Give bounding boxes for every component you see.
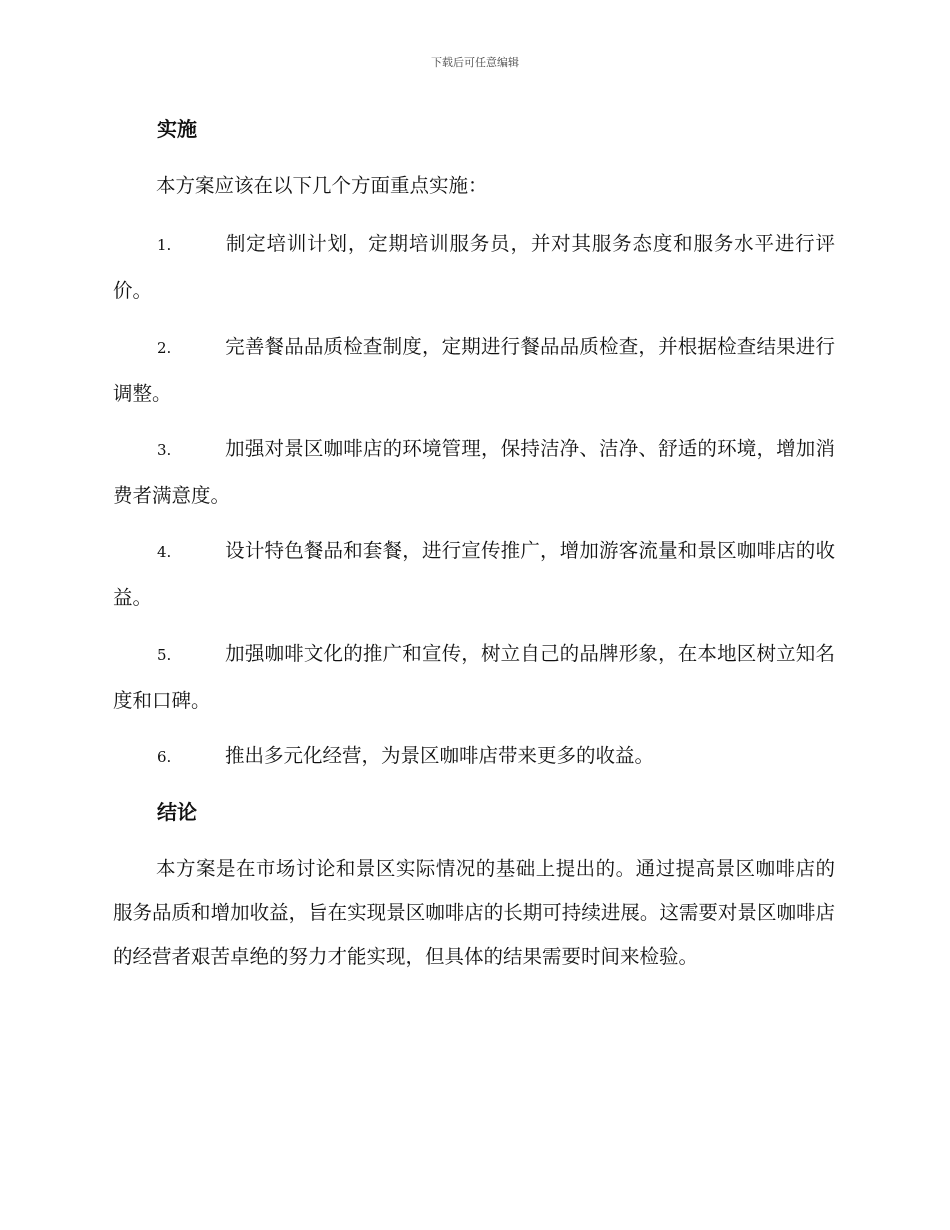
list-item-number: 1. xyxy=(157,236,172,254)
page-header: 下载后可任意编辑 xyxy=(431,56,519,69)
list-item xyxy=(113,528,835,620)
conclusion-body: 本方案是在市场讨论和景区实际情况的基础上提出的。通过提高景区咖啡店的服务品质和增加收益，旨在实现景区咖啡店的长期可持续进展。这需要对景区咖啡店的经营者艰苦卓绝的努力才能实现，但具体的结果需要时间来检验。 xyxy=(113,857,835,968)
list-item xyxy=(113,221,835,313)
list-item-number: 3. xyxy=(157,441,172,459)
list-item xyxy=(113,426,835,518)
list-item-number: 5. xyxy=(157,646,172,664)
list-item xyxy=(113,631,835,723)
list-item-text: 制定培训计划，定期培训服务员，并对其服务态度和服务水平进行评价。 xyxy=(113,232,835,302)
list-item-number: 2. xyxy=(157,339,172,357)
implementation-intro: 本方案应该在以下几个方面重点实施： xyxy=(156,174,488,197)
list-item-text: 设计特色餐品和套餐，进行宣传推广，增加游客流量和景区咖啡店的收益。 xyxy=(113,539,835,609)
list-item xyxy=(113,733,835,780)
list-item-text: 推出多元化经营，为景区咖啡店带来更多的收益。 xyxy=(225,744,655,767)
section-heading-conclusion: 结论 xyxy=(157,800,197,824)
list-item xyxy=(113,324,835,416)
list-item-text: 加强对景区咖啡店的环境管理，保持洁净、洁净、舒适的环境，增加消费者满意度。 xyxy=(113,437,835,507)
list-item-number: 4. xyxy=(157,543,172,561)
list-item-number: 6. xyxy=(157,748,172,766)
list-item-text: 加强咖啡文化的推广和宣传，树立自己的品牌形象，在本地区树立知名度和口碑。 xyxy=(113,642,835,712)
list-item-text: 完善餐品品质检查制度，定期进行餐品品质检查，并根据检查结果进行调整。 xyxy=(113,335,835,405)
section-heading-implementation: 实施 xyxy=(157,117,197,141)
